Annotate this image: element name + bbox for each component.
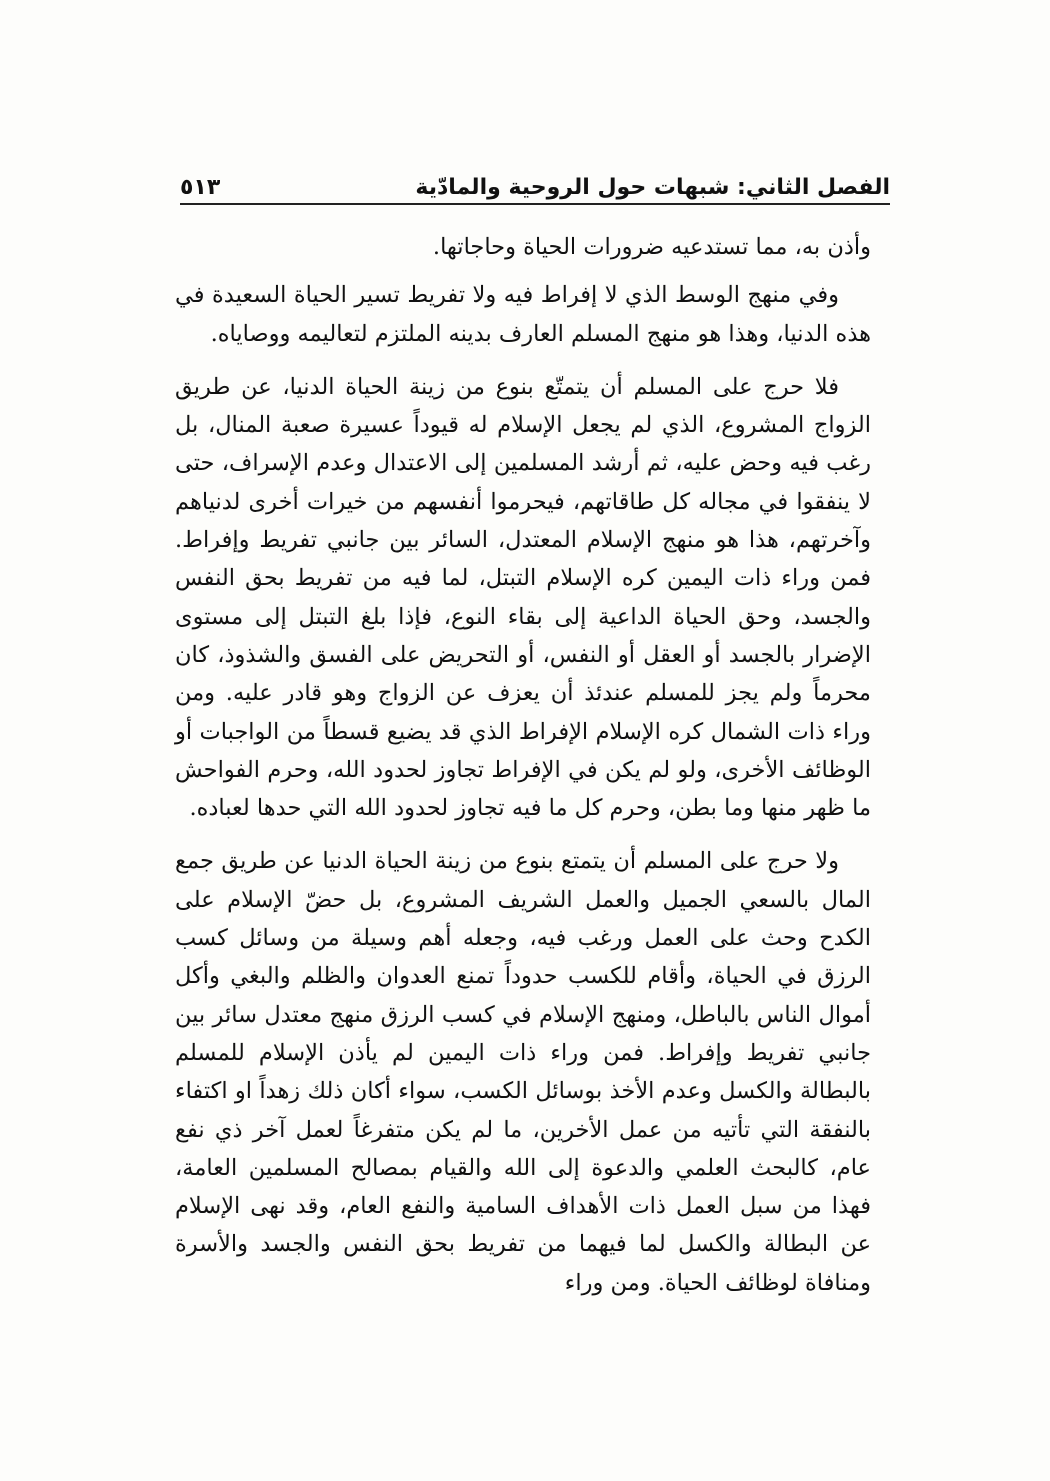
chapter-label: الفصل الثاني: xyxy=(737,175,890,200)
page-number: ٥١٣ xyxy=(180,175,221,200)
paragraph-3: فلا حرج على المسلم أن يتمتّع بنوع من زينة الحياة الدنيا، عن طريق الزواج المشروع، الذي لم يجعل الإسلام له قيوداً عسيرة صعبة المنال، بل رغب فيه وحض عليه، ثم أرشد المسلمين إلى الاعتدال وعدم الإسراف، حتى لا ينفقوا في مجاله كل طاقاتهم، فيحرموا أنفسهم من خيرات أخرى لدنياهم وآخرتهم، هذا هو منهج الإسلام المعتدل، السائر بين جانبي تفريط وإفراط. فمن وراء ذات اليمين كره الإسلام التبتل، لما فيه من تفريط بحق النفس والجسد، وحق الحياة الداعية إلى بقاء النوع، فإذا بلغ التبتل إلى مستوى الإضرار بالجسد أو العقل أو النفس، أو التحريض على الفسق والشذوذ، كان محرماً ولم يجز للمسلم عندئذ أن يعزف عن الزواج وهو قادر عليه. ومن وراء ذات الشمال كره الإسلام الإفراط الذي قد يضيع قسطاً من الواجبات أو الوظائف الأخرى، ولو لم يكن في الإفراط تجاوز لحدود الله، وحرم الفواحش ما ظهر منها وما بطن، وحرم كل ما فيه تجاوز لحدود الله التي حدها لعباده. xyxy=(175,373,871,822)
header-rule xyxy=(180,203,890,205)
paragraph-4: ولا حرج على المسلم أن يتمتع بنوع من زينة الحياة الدنيا عن طريق جمع المال بالسعي الجميل والعمل الشريف المشروع، بل حضّ الإسلام على الكدح وحث على العمل ورغب فيه، وجعله أهم وسيلة من وسائل كسب الرزق في الحياة، وأقام للكسب حدوداً تمنع العدوان والظلم والبغي وأكل أموال الناس بالباطل، ومنهج الإسلام في كسب الرزق منهج معتدل سائر بين جانبي تفريط وإفراط. فمن وراء ذات اليمين لم يأذن الإسلام للمسلم بالبطالة والكسل وعدم الأخذ بوسائل الكسب، سواء أكان ذلك زهداً او اكتفاء بالنفقة التي تأتيه من عمل الأخرين، ما لم يكن متفرغاً لعمل آخر ذي نفع عام، كالبحث العلمي والدعوة إلى الله والقيام بمصالح المسلمين العامة، فهذا من سبل العمل ذات الأهداف السامية والنفع العام، وقد نهى الإسلام عن البطالة والكسل لما فيهما من تفريط بحق النفس والجسد والأسرة ومنافاة لوظائف الحياة. ومن وراء xyxy=(175,848,871,1296)
running-header xyxy=(180,160,890,200)
chapter-heading xyxy=(415,175,890,200)
paragraph-2: وفي منهج الوسط الذي لا إفراط فيه ولا تفريط تسير الحياة السعيدة في هذه الدنيا، وهذا هو منهج المسلم العارف بدينه الملتزم لتعاليمه ووصاياه. xyxy=(175,282,871,347)
paragraph-1: وأذن به، مما تستدعيه ضرورات الحياة وحاجاتها. xyxy=(432,234,871,260)
body-text xyxy=(175,228,871,1318)
chapter-title: شبهات حول الروحية والمادّية xyxy=(415,175,730,200)
